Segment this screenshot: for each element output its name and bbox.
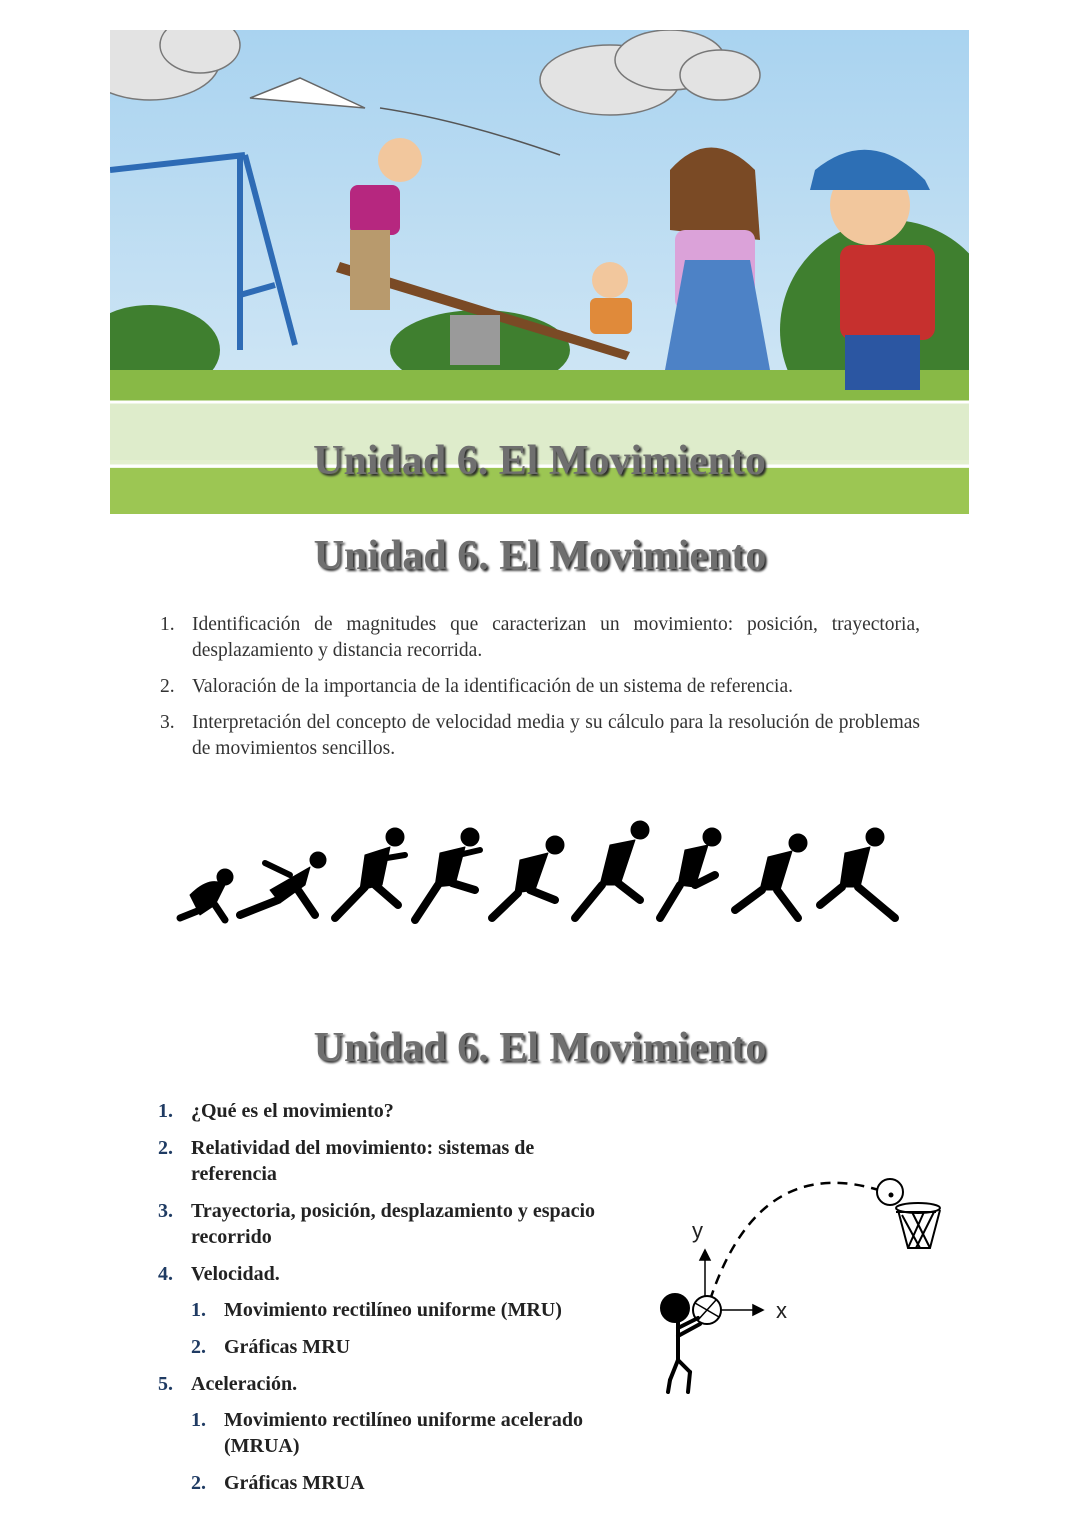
item-text: Interpretación del concepto de velocidad media y su cálculo para la resolución de problemas de movimientos sencillos. — [192, 712, 920, 759]
objectives-list — [160, 612, 920, 772]
banner — [110, 30, 969, 514]
sublist-item — [191, 1407, 638, 1459]
list-item — [158, 1261, 638, 1360]
basketball-hoop — [896, 1203, 940, 1248]
item-text: Gráficas MRU — [224, 1336, 351, 1358]
item-text: Trayectoria, posición, desplazamiento y espacio recorrido — [191, 1200, 596, 1248]
item-text: Identificación de magnitudes que caracterizan un movimiento: posición, trayectoria, desplazamiento y distancia recorrida. — [192, 614, 920, 661]
sublist-item — [191, 1334, 638, 1360]
sublist-item — [191, 1297, 638, 1323]
list-item — [160, 710, 920, 762]
item-number: 1. — [160, 614, 175, 635]
list-item — [158, 1098, 638, 1124]
list-item — [158, 1371, 638, 1496]
item-number: 2. — [191, 1336, 206, 1358]
item-text: Movimiento rectilíneo uniforme acelerado (MRUA) — [224, 1409, 583, 1457]
item-text: Velocidad. — [191, 1263, 280, 1285]
item-text: Movimiento rectilíneo uniforme (MRU) — [224, 1299, 562, 1321]
item-text: Valoración de la importancia de la identificación de un sistema de referencia. — [192, 676, 793, 697]
sublist-item — [191, 1470, 638, 1496]
runner-silhouette — [575, 821, 649, 918]
runner-silhouette — [735, 834, 807, 918]
list-item — [158, 1198, 638, 1250]
sublist — [191, 1297, 638, 1360]
runner-silhouette — [240, 852, 326, 915]
item-text: Aceleración. — [191, 1373, 298, 1395]
item-number: 2. — [158, 1137, 173, 1159]
section1-title: Unidad 6. El Movimiento — [313, 533, 767, 579]
trajectory-curve — [710, 1183, 885, 1300]
item-number: 2. — [160, 676, 175, 697]
list-item — [158, 1135, 638, 1187]
item-number: 5. — [158, 1373, 173, 1395]
runner-silhouette — [820, 828, 895, 918]
sublist — [191, 1407, 638, 1496]
item-text: Relatividad del movimiento: sistemas de referencia — [191, 1137, 535, 1185]
y-axis-label: y — [692, 1218, 703, 1243]
section2-title: Unidad 6. El Movimiento — [313, 1025, 767, 1071]
item-number: 1. — [191, 1409, 206, 1431]
boy-sitting — [590, 262, 632, 334]
banner-title: Unidad 6. El Movimiento — [313, 438, 766, 484]
runner-silhouette — [415, 828, 480, 920]
runner-silhouette — [180, 869, 233, 920]
item-number: 4. — [158, 1263, 173, 1285]
item-number: 3. — [160, 712, 175, 733]
ball-at-hoop — [877, 1179, 903, 1205]
x-axis-label: x — [776, 1298, 787, 1323]
runner-silhouette — [335, 828, 405, 918]
list-item — [160, 612, 920, 664]
item-text: ¿Qué es el movimiento? — [191, 1100, 394, 1122]
basketball-trajectory-diagram — [650, 1160, 960, 1400]
list-item — [160, 674, 920, 700]
girl-overalls — [665, 148, 770, 371]
runner-silhouette — [492, 836, 564, 918]
item-number: 2. — [191, 1472, 206, 1494]
item-number: 3. — [158, 1200, 173, 1222]
runner-sequence-image — [170, 815, 910, 930]
item-text: Gráficas MRUA — [224, 1472, 365, 1494]
item-number: 1. — [191, 1299, 206, 1321]
item-number: 1. — [158, 1100, 173, 1122]
contents-list — [158, 1098, 638, 1507]
runner-silhouette — [660, 828, 721, 918]
